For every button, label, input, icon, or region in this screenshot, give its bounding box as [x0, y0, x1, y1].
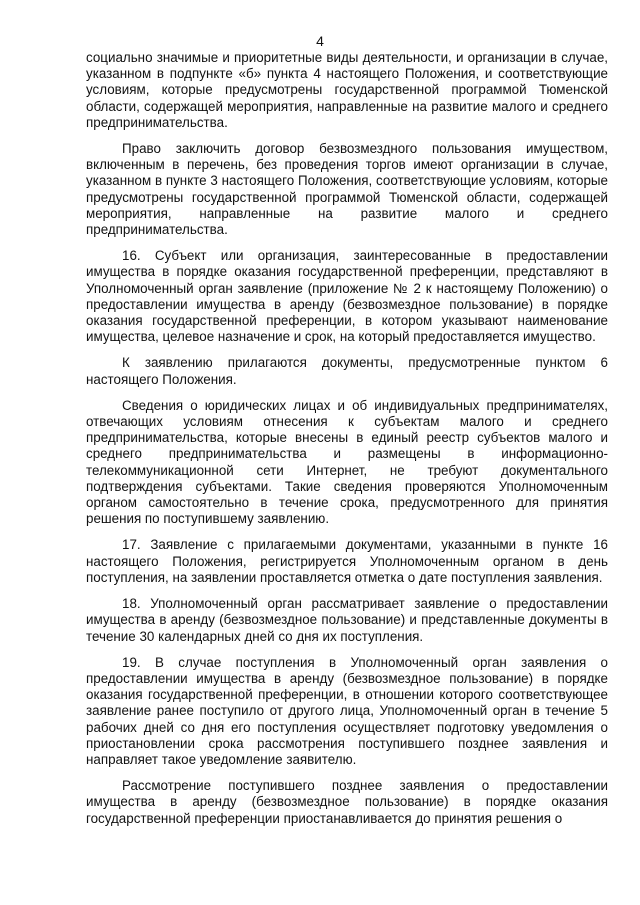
paragraph-free-use-right: Право заключить договор безвозмездного пользования имуществом, включенным в перечень, без проведения торгов имеют организации в случае, указанном в пункте 3 настоящего Положения, соответствующие условиям, которые предусмотрены государственной программой Тюменской области, содержащей мероприятия, направленные на развитие малого и среднего предпринимательства.	[86, 141, 608, 238]
paragraph-registry-info: Сведения о юридических лицах и об индивидуальных предпринимателях, отвечающих условиям отнесения к субъектам малого и среднего предпринимательства, которые внесены в единый реестр субъектов малого и среднего предпринимательства и размещены в информационно-телекоммуникационной сети Интернет, не требуют документального подтверждения субъектами. Такие сведения проверяются Уполномоченным органом самостоятельно в течение срока, предусмотренного для принятия решения по поступившему заявлению.	[86, 397, 608, 527]
document-body	[86, 50, 608, 837]
paragraph-clause-17: 17. Заявление с прилагаемыми документами, указанными в пункте 16 настоящего Положения, регистрируется Уполномоченным органом в день поступления, на заявлении проставляется отметка о дате поступления заявления.	[86, 537, 608, 585]
paragraph-attachments: К заявлению прилагаются документы, предусмотренные пунктом 6 настоящего Положения.	[86, 355, 608, 387]
page-number: 4	[316, 33, 324, 49]
paragraph-clause-19: 19. В случае поступления в Уполномоченный орган заявления о предоставлении имущества в аренду (безвозмездное пользование) в порядке оказания государственной преференции, в отношении которого соответствующее заявление ранее поступило от другого лица, Уполномоченный орган в течение 5 рабочих дней со дня его поступления осуществляет подготовку уведомления о приостановлении срока рассмотрения поступившего позднее заявления и направляет такое уведомление заявителю.	[86, 654, 608, 767]
paragraph-suspension: Рассмотрение поступившего позднее заявления о предоставлении имущества в аренду (безвозмездное пользование) в порядке оказания государственной преференции приостанавливается до принятия решения о	[86, 778, 608, 826]
paragraph-continuation: социально значимые и приоритетные виды деятельности, и организации в случае, указанном в подпункте «б» пункта 4 настоящего Положения, и соответствующие условиям, которые предусмотрены государственной программой Тюменской области, содержащей мероприятия, направленные на развитие малого и среднего предпринимательства.	[86, 50, 608, 130]
paragraph-clause-16: 16. Субъект или организация, заинтересованные в предоставлении имущества в порядке оказания государственной преференции, представляют в Уполномоченный орган заявление (приложение № 2 к настоящему Положению) о предоставлении имущества в аренду (безвозмездное пользование) в порядке оказания государственной преференции, в котором указывают наименование имущества, целевое назначение и срок, на который предоставляется имущество.	[86, 248, 608, 345]
paragraph-clause-18: 18. Уполномоченный орган рассматривает заявление о предоставлении имущества в аренду (безвозмездное пользование) и представленные документы в течение 30 календарных дней со дня их поступления.	[86, 596, 608, 644]
